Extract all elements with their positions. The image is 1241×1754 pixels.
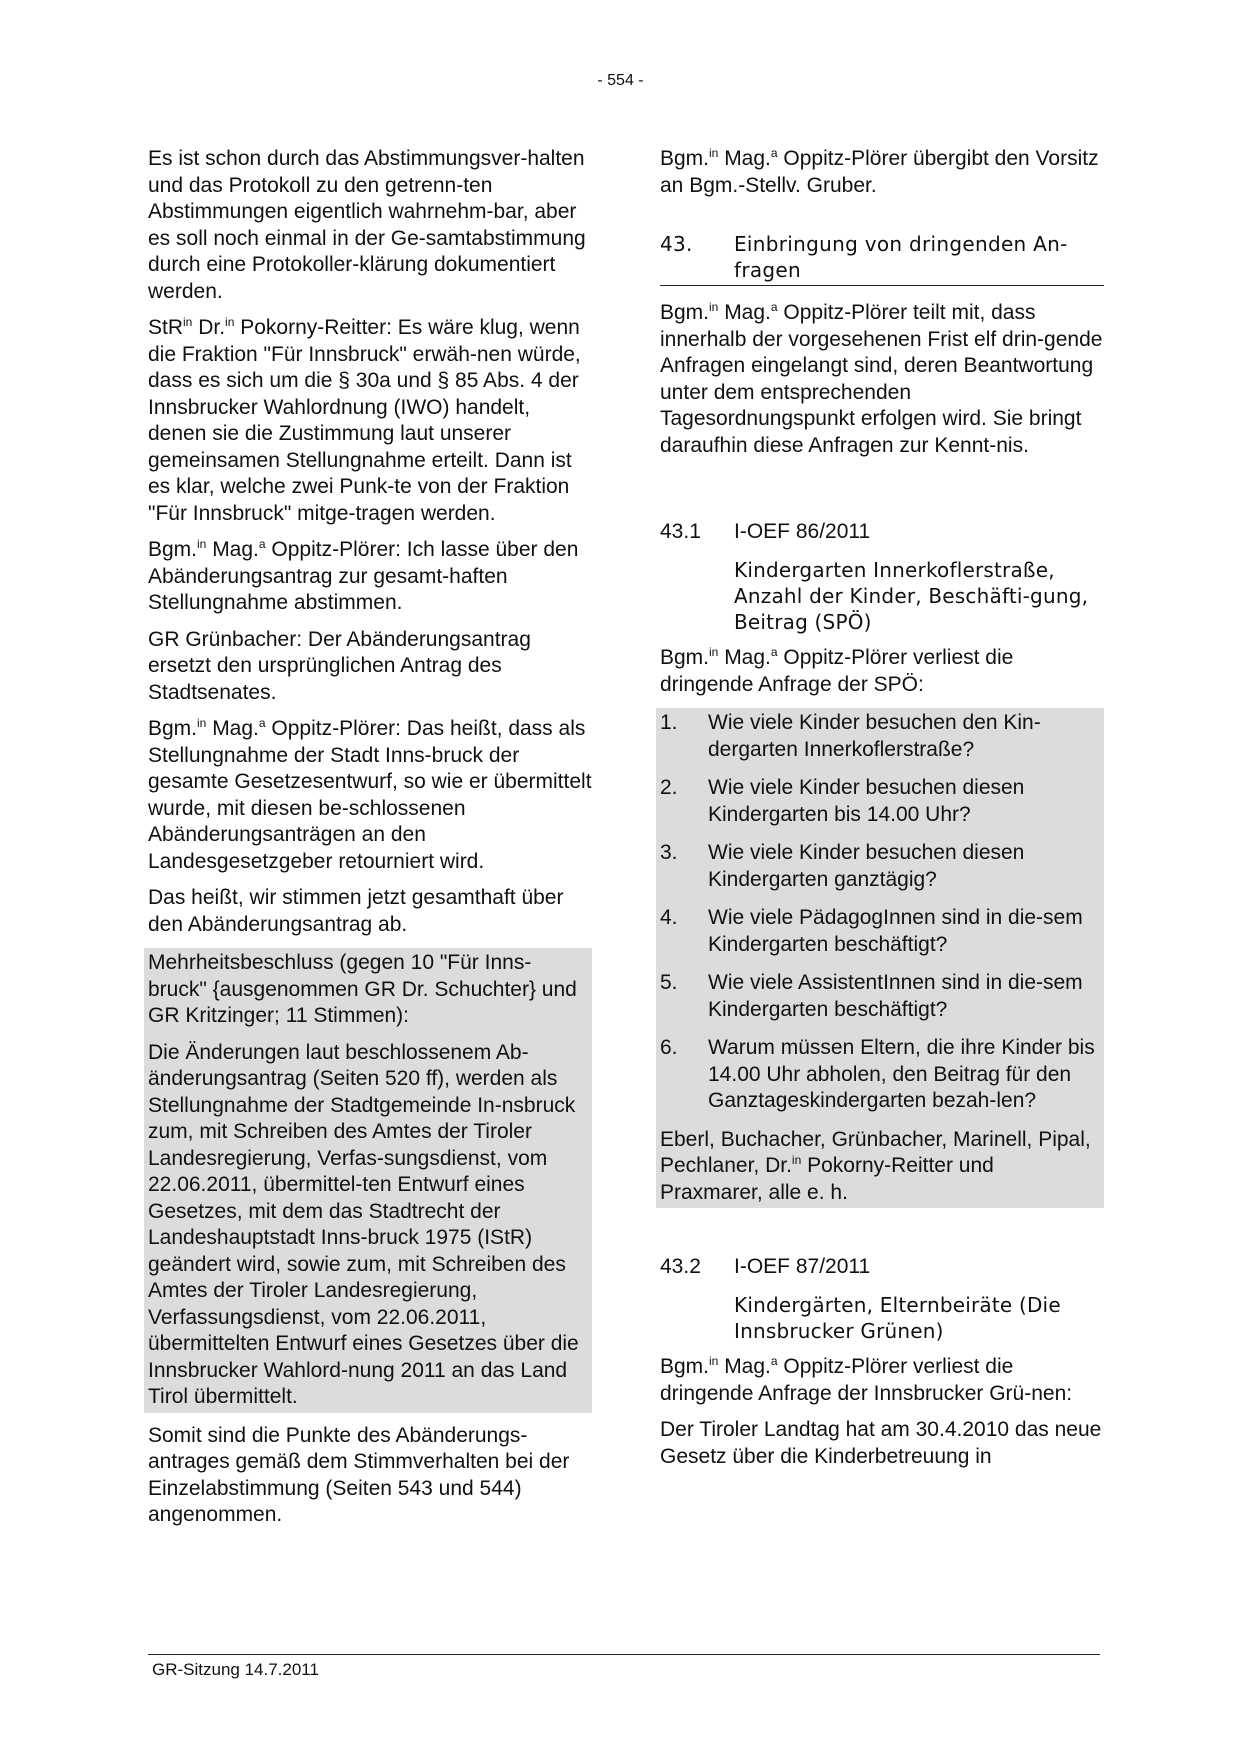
paragraph: Somit sind die Punkte des Abänderungs-antrages gemäß dem Stimmverhalten bei der Einzelabstimmung (Seiten 543 und 544) angenommen. (148, 1423, 570, 1526)
item-reference: I-OEF 87/2011 (734, 1255, 871, 1278)
paragraph: Bgm.$^{in}$ Mag.$^a$ Oppitz-Plörer übergibt den Vorsitz an Bgm.-Stellv. Gruber. (660, 146, 1099, 197)
list-item: 3. Wie viele Kinder besuchen diesen Kindergarten ganztägig? (660, 841, 1025, 891)
paragraph: Der Tiroler Landtag hat am 30.4.2010 das neue Gesetz über die Kinderbetreuung in (660, 1418, 1102, 1468)
paragraph: Bgm.$^{in}$ Mag.$^a$ Oppitz-Plörer teilt mit, dass innerhalb der vorgesehenen Frist elf drin-gende Anfragen eingelangt sind, deren Beantwortung unter dem entsprechenden Tagesordnungspunkt erfolgen wird. Sie bringt daraufhin diese Anfragen zur Kennt-nis. (660, 300, 1103, 457)
item-reference: I-OEF 86/2011 (734, 520, 871, 543)
item-number: 43.1 (660, 520, 701, 543)
paragraph: Bgm.$^{in}$ Mag.$^a$ Oppitz-Plörer: Das heißt, dass als Stellungnahme der Stadt Inns-bruck der gesamte Gesetzesentwurf, so wie er übermittelt wurde, mit diesen be-schlossenen Abänderungsanträgen an den Landesgesetzgeber retourniert wird. (148, 716, 592, 873)
resolution-title: Mehrheitsbeschluss (gegen 10 "Für Inns-bruck" {ausgenommen GR Dr. Schuchter} und GR Kritzinger; 11 Stimmen): (148, 951, 577, 1027)
footer-divider (148, 1654, 1100, 1655)
item-heading (660, 519, 1104, 545)
resolution-box (144, 948, 592, 1413)
paragraph: StR$^{in}$ Dr.$^{in}$ Pokorny-Reitter: Es wäre klug, wenn die Fraktion "Für Innsbruck" erwäh-nen würde, dass es sich um die § 30a und § 85 Abs. 4 der Innsbrucker Wahlordnung (IWO) handelt, denen sie die Zustimmung laut unserer gemeinsamen Stellungnahme erteilt. Dann ist es klar, welche zwei Punk-te von der Fraktion "Für Innsbruck" mitge-tragen werden. (148, 315, 581, 525)
list-item: 2. Wie viele Kinder besuchen diesen Kindergarten bis 14.00 Uhr? (660, 776, 1025, 826)
question-list (660, 710, 1100, 1115)
item-heading (660, 1254, 1104, 1280)
item-title: Kindergärten, Elternbeiräte (Die Innsbrucker Grünen) (734, 1293, 1061, 1343)
agenda-heading (660, 231, 1104, 286)
paragraph: Bgm.$^{in}$ Mag.$^a$ Oppitz-Plörer: Ich lasse über den Abänderungsantrag zur gesamt-haften Stellungnahme abstimmen. (148, 537, 579, 614)
agenda-title: Einbringung von dringenden An-fragen (734, 232, 1068, 282)
list-item: 4. Wie viele PädagogInnen sind in die-sem Kindergarten beschäftigt? (660, 906, 1083, 956)
signers: Eberl, Buchacher, Grünbacher, Marinell, Pipal, Pechlaner, Dr.$^{in}$ Pokorny-Reitter und Praxmarer, alle e. h. (660, 1127, 1091, 1204)
footer: GR-Sitzung 14.7.2011 (152, 1660, 319, 1679)
left-column (148, 146, 592, 1539)
resolution-text: Die Änderungen laut beschlossenem Ab-änderungsantrag (Seiten 520 ff), werden als Stellungnahme der Stadtgemeinde In-nsbruck zum, mit Schreiben des Amtes der Tiroler Landesregierung, Verfas-sungsdienst, vom 22.06.2011, übermittel-ten Entwurf eines Gesetzes, mit dem das Stadtrecht der Landeshauptstadt Inns-bruck 1975 (IStR) geändert wird, sowie zum, mit Schreiben des Amtes der Tiroler Landesregierung, Verfassungsdienst, vom 22.06.2011, übermittelten Entwurf eines Gesetzes über die Innsbrucker Wahlord-nung 2011 an das Land Tirol übermittelt. (148, 1040, 579, 1408)
paragraph: Das heißt, wir stimmen jetzt gesamthaft über den Abänderungsantrag ab. (148, 886, 564, 936)
paragraph: Bgm.$^{in}$ Mag.$^a$ Oppitz-Plörer verliest die dringende Anfrage der Innsbrucker Grü-nen: (660, 1354, 1073, 1405)
list-item: 6. Warum müssen Eltern, die ihre Kinder bis 14.00 Uhr abholen, den Beitrag für den Ganztageskindergarten bezah-len? (660, 1036, 1095, 1112)
paragraph: Bgm.$^{in}$ Mag.$^a$ Oppitz-Plörer verliest die dringende Anfrage der SPÖ: (660, 645, 1014, 696)
right-column (660, 146, 1104, 1480)
question-box (656, 708, 1104, 1208)
list-item: 5. Wie viele AssistentInnen sind in die-sem Kindergarten beschäftigt? (660, 971, 1083, 1021)
paragraph: GR Grünbacher: Der Abänderungsantrag ersetzt den ursprünglichen Antrag des Stadtsenates. (148, 627, 531, 704)
item-number: 43.2 (660, 1255, 701, 1278)
paragraph: Es ist schon durch das Abstimmungsver-halten und das Protokoll zu den getrenn-ten Abstimmungen eigentlich wahrnehm-bar, aber es soll noch einmal in der Ge-samtabstimmung durch eine Protokoller-klärung dokumentiert werden. (148, 147, 586, 303)
agenda-number: 43. (660, 232, 693, 256)
item-title: Kindergarten Innerkoflerstraße, Anzahl der Kinder, Beschäfti-gung, Beitrag (SPÖ) (734, 558, 1089, 634)
list-item: 1. Wie viele Kinder besuchen den Kin-dergarten Innerkoflerstraße? (660, 711, 1041, 761)
page-number: - 554 - (597, 72, 644, 89)
